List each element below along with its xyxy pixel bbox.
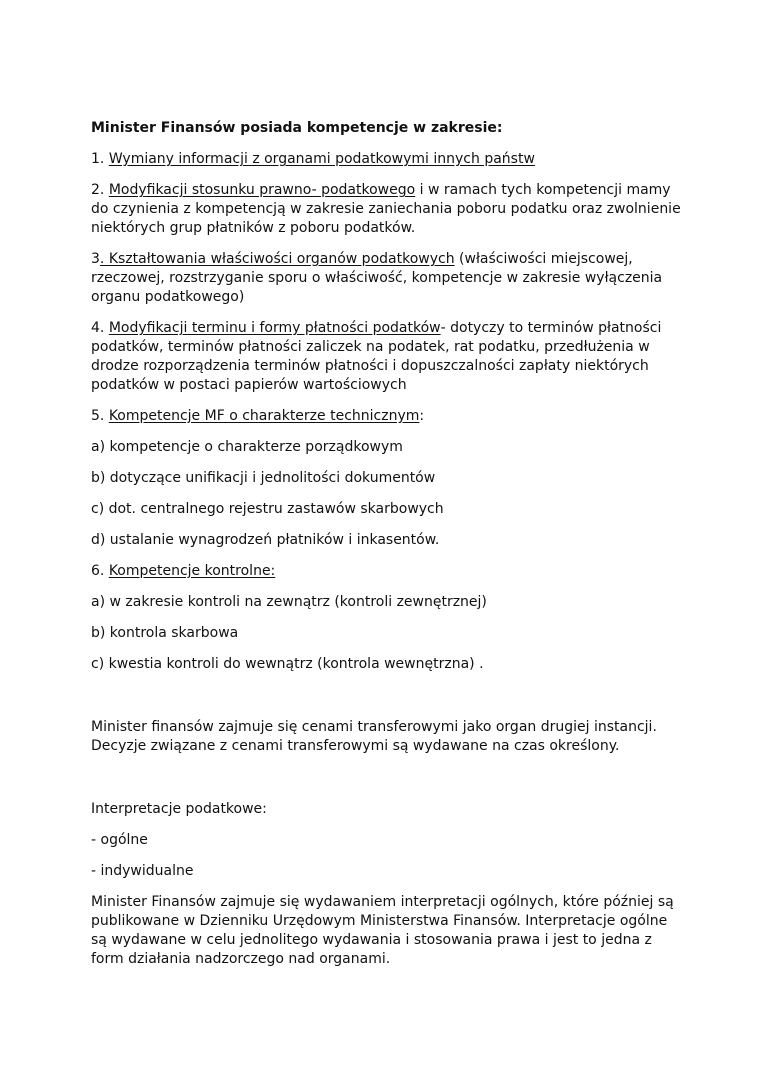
list-item-number: 1. <box>91 151 109 167</box>
interpretation-type-general: - ogólne <box>91 832 148 848</box>
list-item-1 <box>91 150 681 169</box>
spacer <box>91 768 681 800</box>
sub-item-5d: d) ustalanie wynagrodzeń płatników i inkasentów. <box>91 532 440 548</box>
list-item-6 <box>91 562 681 581</box>
list-item-text: i w ramach tych kompetencji mamy do czynienia z kompetencją w zakresie zaniechania poboru podatku oraz zwolnienie niektórych grup płatników z poboru podatków. <box>91 182 681 236</box>
list-item-number: 6. <box>91 563 109 579</box>
list-item-number: 5. <box>91 408 109 424</box>
sub-item-5c: c) dot. centralnego rejestru zastawów skarbowych <box>91 501 444 517</box>
list-item-text: (właściwości miejscowej, rzeczowej, rozstrzyganie sporu o właściwość, kompetencje w zakresie wyłączenia organu podatkowego) <box>91 251 663 305</box>
document-content <box>91 119 681 969</box>
list-item-number: 2. <box>91 182 109 198</box>
list-item-number: 3 <box>91 251 100 267</box>
sub-item-6c: c) kwestia kontroli do wewnątrz (kontrola wewnętrzna) . <box>91 656 484 672</box>
list-item-underlined: . Kształtowania właściwości organów podatkowych <box>99 251 455 267</box>
document-title: Minister Finansów posiada kompetencje w zakresie: <box>91 120 503 136</box>
list-item-underlined: Modyfikacji terminu i formy płatności podatków <box>108 320 441 336</box>
spacer <box>91 686 681 718</box>
list-item-text: - dotyczy to terminów płatności podatków, terminów płatności zaliczek na podatek, rat podatku, przedłużenia w drodze rozporządzenia terminów płatności i dopuszczalności zapłaty niektórych podatków w postaci papierów wartościowych <box>91 320 662 393</box>
interpretation-type-individual: - indywidualne <box>91 863 194 879</box>
sub-item-6a: a) w zakresie kontroli na zewnątrz (kontroli zewnętrznej) <box>91 594 487 610</box>
list-item-5 <box>91 407 681 426</box>
interpretations-heading: Interpretacje podatkowe: <box>91 801 267 817</box>
transfer-pricing-paragraph: Minister finansów zajmuje się cenami transferowymi jako organ drugiej instancji. Decyzje związane z cenami transferowymi są wydawane na czas określony. <box>91 719 657 754</box>
sub-item-6b: b) kontrola skarbowa <box>91 625 239 641</box>
list-item-underlined: Kompetencje MF o charakterze technicznym <box>108 408 420 424</box>
list-item-underlined: Kompetencje kontrolne: <box>108 563 276 579</box>
list-item-3 <box>91 250 681 307</box>
list-item-number: 4. <box>91 320 109 336</box>
list-item-underlined: Wymiany informacji z organami podatkowymi innych państw <box>108 151 535 167</box>
list-item-underlined: Modyfikacji stosunku prawno- podatkowego <box>108 182 416 198</box>
sub-item-5b: b) dotyczące unifikacji i jednolitości dokumentów <box>91 470 436 486</box>
list-item-4 <box>91 319 681 395</box>
list-item-text: : <box>419 408 425 424</box>
sub-item-5a: a) kompetencje o charakterze porządkowym <box>91 439 403 455</box>
list-item-2 <box>91 181 681 238</box>
general-interpretations-paragraph: Minister Finansów zajmuje się wydawaniem interpretacji ogólnych, które później są publikowane w Dzienniku Urzędowym Ministerstwa Finansów. Interpretacje ogólne są wydawane w celu jednolitego wydawania i stosowania prawa i jest to jedna z form działania nadzorczego nad organami. <box>91 894 674 967</box>
